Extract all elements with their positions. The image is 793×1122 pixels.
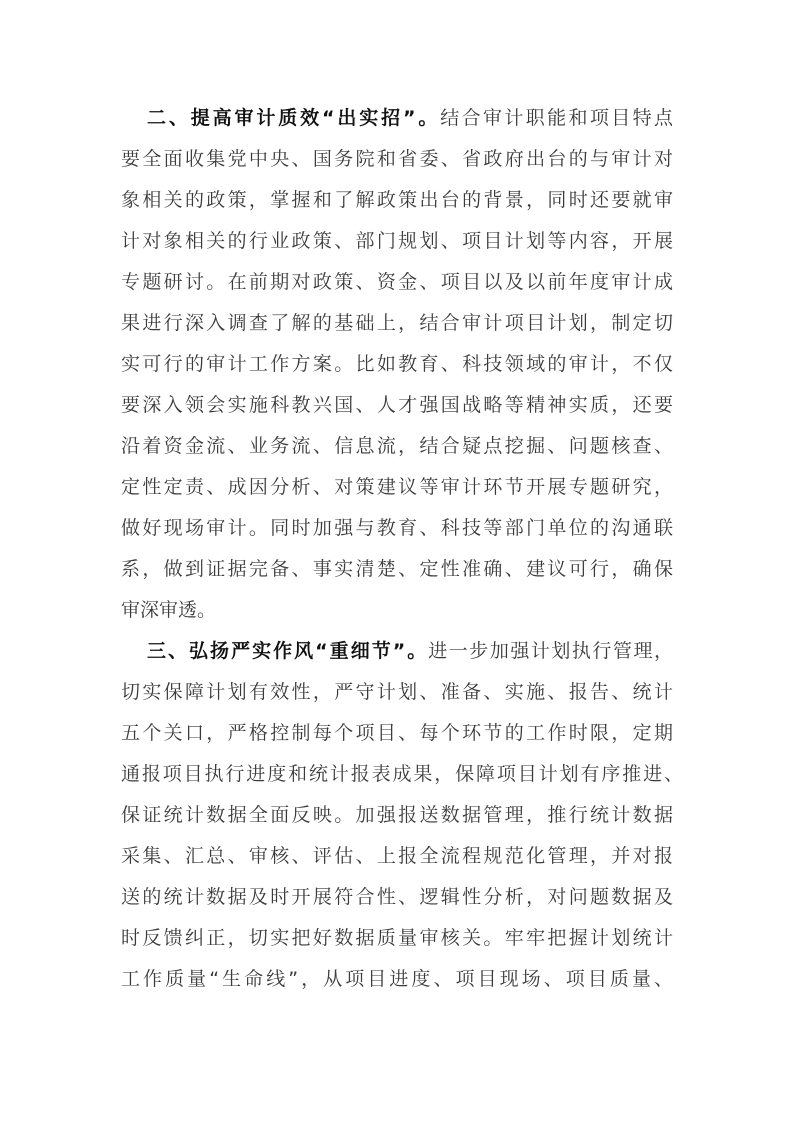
text-line: 要深入领会实施科教兴国、人才强国战略等精神实质，还要 — [121, 394, 673, 416]
text-line: 定性定责、成因分析、对策建议等审计环节开展专题研究， — [121, 476, 673, 498]
text-line: 实可行的审计工作方案。比如教育、科技领域的审计，不仅 — [121, 353, 673, 375]
text-line: 做好现场审计。同时加强与教育、科技等部门单位的沟通联 — [121, 517, 673, 539]
text-line: 系，做到证据完备、事实清楚、定性准确、建议可行，确保 — [121, 558, 673, 580]
text-run: 结合审计职能和项目特点 — [440, 107, 673, 129]
text-line: 保证统计数据全面反映。加强报送数据管理，推行统计数据 — [121, 804, 673, 826]
section-heading-2: 二、提高审计质效“出实招”。 — [147, 107, 441, 129]
paragraph-2-first-line — [147, 636, 673, 666]
text-line: 象相关的政策，掌握和了解政策出台的背景，同时还要就审 — [121, 189, 673, 211]
text-line: 沿着资金流、业务流、信息流，结合疑点挖掘、问题核查、 — [121, 435, 673, 457]
text-line: 时反馈纠正，切实把好数据质量审核关。牢牢把握计划统计 — [121, 927, 673, 949]
text-line: 通报项目执行进度和统计报表成果，保障项目计划有序推进、 — [121, 763, 683, 785]
text-line: 专题研讨。在前期对政策、资金、项目以及以前年度审计成 — [121, 271, 673, 293]
section-heading-3: 三、弘扬严实作风“重细节”。 — [147, 640, 429, 662]
text-line: 五个关口，严格控制每个项目、每个环节的工作时限，定期 — [121, 722, 673, 744]
paragraph-1-first-line — [147, 103, 673, 133]
text-line: 工作质量“生命线”，从项目进度、项目现场、项目质量、 — [121, 968, 673, 990]
text-line: 送的统计数据及时开展符合性、逻辑性分析，对问题数据及 — [121, 886, 673, 908]
text-line: 果进行深入调查了解的基础上，结合审计项目计划，制定切 — [121, 312, 673, 334]
text-line: 要全面收集党中央、国务院和省委、省政府出台的与审计对 — [121, 148, 673, 170]
text-line: 切实保障计划有效性，严守计划、准备、实施、报告、统计 — [121, 681, 673, 703]
text-run: 进一步加强计划执行管理， — [428, 640, 673, 662]
text-line: 计对象相关的行业政策、部门规划、项目计划等内容，开展 — [121, 230, 673, 252]
text-line: 采集、汇总、审核、评估、上报全流程规范化管理，并对报 — [121, 845, 673, 867]
text-line: 审深审透。 — [121, 599, 217, 621]
